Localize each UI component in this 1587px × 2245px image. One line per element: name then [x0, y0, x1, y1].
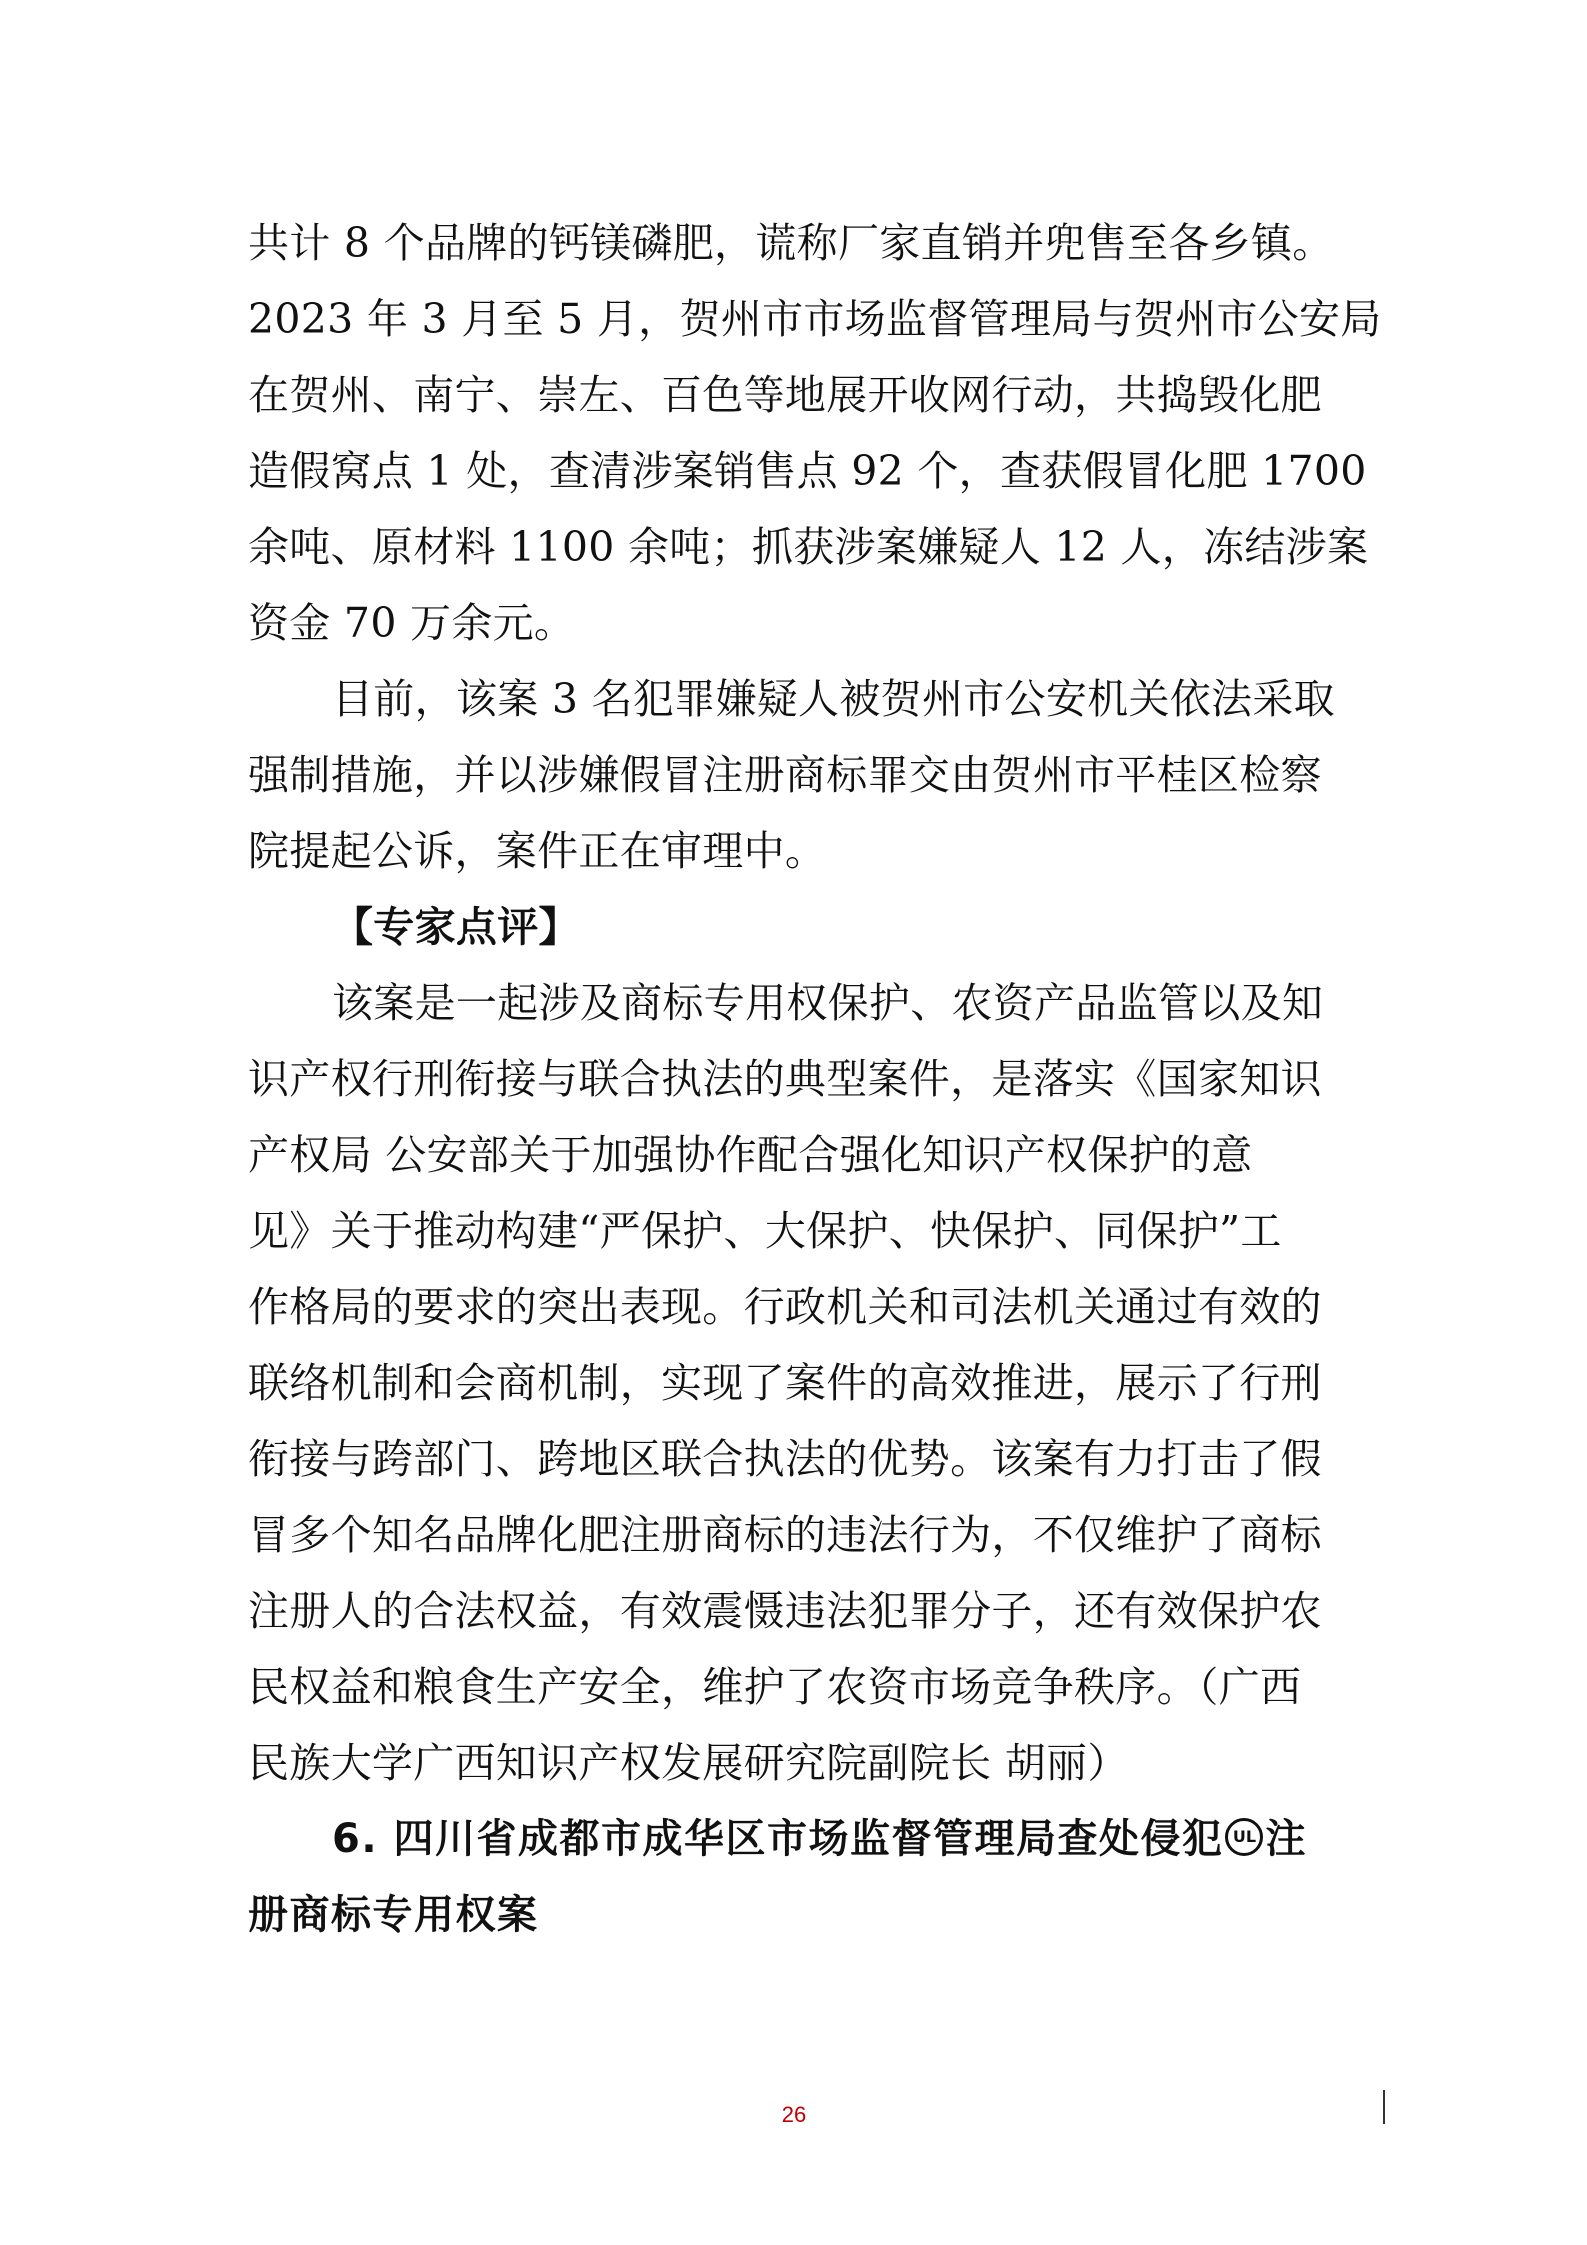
paragraph-line: 作格局的要求的突出表现。行政机关和司法机关通过有效的: [248, 1283, 1322, 1331]
paragraph-line: 民族大学广西知识产权发展研究院副院长 胡丽）: [248, 1739, 1129, 1787]
body-text: [248, 205, 1382, 1953]
paragraph-line: 民权益和粮食生产安全，维护了农资市场竞争秩序。（广西: [248, 1663, 1302, 1711]
paragraph-line: 注册人的合法权益，有效震慑违法犯罪分子，还有效保护农: [248, 1587, 1322, 1635]
ul-certification-icon: [1225, 1818, 1263, 1856]
paragraph-line: 见》关于推动构建“严保护、大保护、快保护、同保护”工: [248, 1207, 1282, 1255]
case-heading-line-2: 册商标专用权案: [248, 1892, 539, 1938]
paragraph-line: 在贺州、南宁、崇左、百色等地展开收网行动，共捣毁化肥: [248, 371, 1322, 419]
paragraph-line: 强制措施，并以涉嫌假冒注册商标罪交由贺州市平桂区检察: [248, 751, 1322, 799]
paragraph-line: 该案是一起涉及商标专用权保护、农资产品监管以及知: [332, 979, 1324, 1027]
paragraph-line: 识产权行刑衔接与联合执法的典型案件，是落实《国家知识: [248, 1055, 1322, 1103]
expert-comment-heading: 【专家点评】: [332, 903, 580, 951]
margin-divider: [1383, 2090, 1385, 2124]
paragraph-line: 产权局 公安部关于加强协作配合强化知识产权保护的意: [248, 1131, 1253, 1179]
paragraph-line: 资金 70 万余元。: [248, 599, 576, 647]
paragraph-line: 冒多个知名品牌化肥注册商标的违法行为，不仅维护了商标: [248, 1511, 1322, 1559]
ul-mark-text: UL: [1232, 1827, 1257, 1846]
paragraph-line: 共计 8 个品牌的钙镁磷肥，谎称厂家直销并兜售至各乡镇。: [248, 219, 1334, 267]
paragraph-line: 院提起公诉，案件正在审理中。: [248, 827, 827, 875]
case-heading-text: 6. 四川省成都市成华区市场监督管理局查处侵犯: [332, 1816, 1224, 1862]
paragraph-line: 目前，该案 3 名犯罪嫌疑人被贺州市公安机关依法采取: [332, 675, 1335, 723]
case-heading-line-1: [248, 1801, 1358, 1877]
case-heading-text-end: 注: [1265, 1816, 1307, 1862]
paragraph-line: 2023 年 3 月至 5 月，贺州市市场监督管理局与贺州市公安局: [248, 295, 1382, 343]
paragraph-line: 衔接与跨部门、跨地区联合执法的优势。该案有力打击了假: [248, 1435, 1322, 1483]
paragraph-line: 造假窝点 1 处，查清涉案销售点 92 个，查获假冒化肥 1700: [248, 447, 1367, 495]
paragraph-line: 余吨、原材料 1100 余吨；抓获涉案嫌疑人 12 人，冻结涉案: [248, 523, 1369, 571]
page-number: 26: [781, 2102, 807, 2127]
paragraph-line: 联络机制和会商机制，实现了案件的高效推进，展示了行刑: [248, 1359, 1322, 1407]
